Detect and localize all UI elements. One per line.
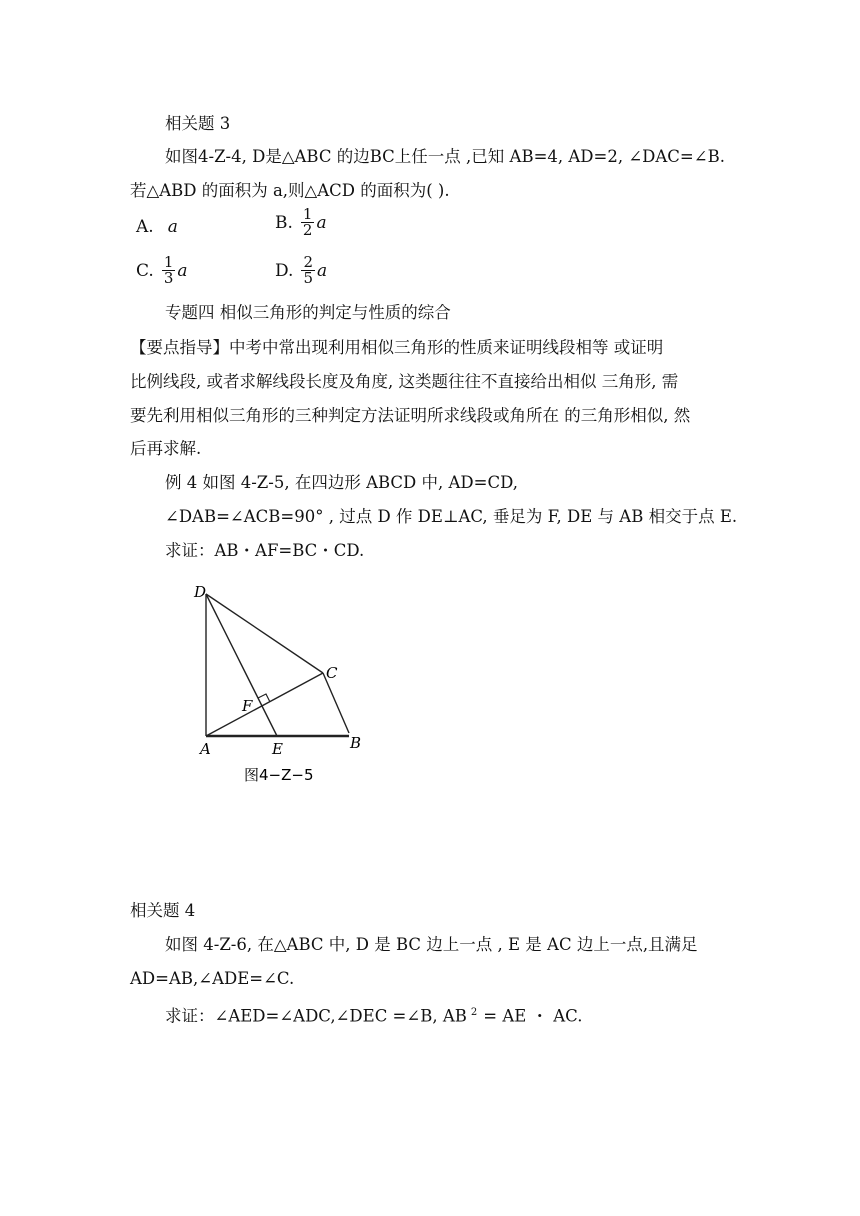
option-c-var: a	[177, 260, 188, 281]
option-d-var: a	[316, 260, 328, 281]
label-e: E	[272, 740, 283, 758]
option-b-label: B.	[275, 212, 293, 233]
related4-line3	[165, 1002, 582, 1028]
related3-line2: 若△ABD 的面积为 a,则△ACD 的面积为( ).	[130, 181, 450, 200]
option-b-denominator: 2	[302, 221, 313, 239]
label-f: F	[242, 697, 253, 715]
segment-dc	[206, 594, 323, 673]
label-a: A	[200, 740, 211, 758]
geometry-figure	[192, 578, 382, 788]
option-c-denominator: 3	[163, 269, 174, 287]
option-a-var: a	[167, 217, 178, 237]
related3-line1: 如图4-Z-4, D是△ABC 的边BC上任一点 ,已知 AB=4, AD=2, ∠DAC=∠B.	[165, 147, 725, 166]
guide-line-4: 后再求解.	[130, 439, 202, 458]
related4-line3-part1: 求证：∠AED=∠ADC,∠DEC =∠B, AB	[165, 1006, 467, 1026]
related3-heading: 相关题 3	[165, 114, 231, 133]
guide-line-2: 比例线段, 或者求解线段长度及角度, 这类题往往不直接给出相似 三角形, 需	[130, 372, 679, 391]
topic4-heading: 专题四 相似三角形的判定与性质的综合	[165, 303, 451, 322]
option-d-denominator: 5	[303, 269, 313, 287]
label-c: C	[326, 664, 338, 682]
segment-cb	[323, 673, 349, 733]
segment-ac	[206, 673, 323, 736]
guide-line-1: 【要点指导】中考中常出现利用相似三角形的性质来证明线段相等 或证明	[130, 338, 664, 357]
option-c	[136, 255, 188, 286]
label-b: B	[350, 734, 362, 752]
related4-line3-part2: = AE ・ AC.	[483, 1006, 583, 1026]
related4-line1: 如图 4-Z-6, 在△ABC 中, D 是 BC 边上一点 , E 是 AC 边上一点,且满足	[165, 935, 698, 954]
option-d-fraction	[301, 255, 315, 286]
example4-line2: ∠DAB=∠ACB=90° , 过点 D 作 DE⊥AC, 垂足为 F, DE 与 AB 相交于点 E.	[165, 507, 738, 526]
option-d	[275, 255, 327, 286]
related4-superscript: 2	[470, 1007, 478, 1018]
related4-heading: 相关题 4	[130, 901, 196, 920]
option-b	[275, 207, 327, 238]
option-d-label: D.	[275, 260, 294, 281]
option-a	[136, 216, 178, 238]
label-d: D	[194, 583, 207, 601]
option-d-numerator: 2	[303, 253, 313, 271]
example4-line3: 求证：AB・AF=BC・CD.	[165, 541, 365, 560]
option-c-label: C.	[136, 260, 154, 281]
example4-line1: 例 4 如图 4-Z-5, 在四边形 ABCD 中, AD=CD,	[165, 473, 518, 492]
option-c-numerator: 1	[163, 253, 174, 271]
figure-caption: 图4−Z−5	[244, 766, 314, 784]
related4-line2: AD=AB,∠ADE=∠C.	[130, 969, 295, 988]
guide-line-3: 要先利用相似三角形的三种判定方法证明所求线段或角所在 的三角形相似, 然	[130, 406, 691, 425]
option-c-fraction	[162, 255, 176, 286]
option-b-fraction	[301, 207, 315, 238]
option-a-label: A.	[136, 217, 154, 237]
option-b-numerator: 1	[302, 205, 313, 223]
option-b-var: a	[316, 212, 327, 233]
